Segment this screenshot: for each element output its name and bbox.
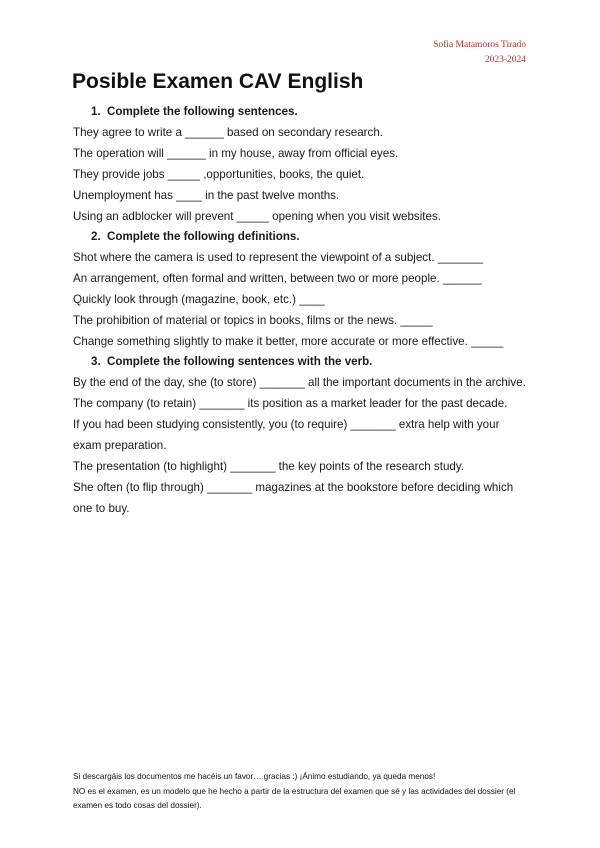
author-name: Sofia Matamoros Tirado bbox=[433, 40, 526, 50]
section-2-item: Quickly look through (magazine, book, etc.) ____ bbox=[73, 293, 325, 306]
section-2-item: An arrangement, often formal and written, between two or more people. ______ bbox=[73, 272, 482, 285]
section-2-item: Shot where the camera is used to represent the viewpoint of a subject. _______ bbox=[73, 251, 483, 264]
section-3-item: By the end of the day, she (to store) _______ all the important documents in the archive. bbox=[73, 376, 526, 389]
section-1-item: Unemployment has ____ in the past twelve months. bbox=[73, 189, 340, 202]
section-3-heading: 3. Complete the following sentences with the verb. bbox=[91, 355, 373, 368]
section-3-item: She often (to flip through) _______ magazines at the bookstore before deciding which one to buy. bbox=[73, 481, 514, 515]
document-title: Posible Examen CAV English bbox=[72, 70, 364, 93]
section-1-item: They agree to write a ______ based on secondary research. bbox=[73, 126, 384, 139]
footer-note-2: NO es el examen, es un modelo que he hecho a partir de la estructura del examen que sé y las actividades del dossier (el examen es todo cosas del dossier). bbox=[73, 786, 516, 810]
footer-note-1: Si descargáis los documentos me hacéis un favor… gracias :) ¡Ánimo estudiando, ya queda menos! bbox=[73, 772, 436, 781]
section-1-item: They provide jobs _____ ,opportunities, books, the quiet. bbox=[73, 168, 365, 181]
document-body bbox=[73, 102, 528, 519]
section-2-item: The prohibition of material or topics in books, films or the news. _____ bbox=[73, 314, 433, 327]
section-2-heading: 2. Complete the following definitions. bbox=[91, 230, 300, 243]
document-header bbox=[433, 38, 526, 68]
section-1-heading: 1. Complete the following sentences. bbox=[91, 105, 298, 118]
academic-year: 2023-2024 bbox=[484, 55, 526, 65]
section-1-item: Using an adblocker will prevent _____ opening when you visit websites. bbox=[73, 210, 441, 223]
section-3-item: The company (to retain) _______ its position as a market leader for the past decade. bbox=[73, 397, 508, 410]
section-3-item: The presentation (to highlight) _______ the key points of the research study. bbox=[73, 460, 464, 473]
section-3-item: If you had been studying consistently, you (to require) _______ extra help with your exam preparation. bbox=[73, 418, 500, 452]
document-footer bbox=[73, 770, 533, 814]
section-2-item: Change something slightly to make it better, more accurate or more effective. _____ bbox=[73, 335, 504, 348]
section-1-item: The operation will ______ in my house, away from official eyes. bbox=[73, 147, 399, 160]
